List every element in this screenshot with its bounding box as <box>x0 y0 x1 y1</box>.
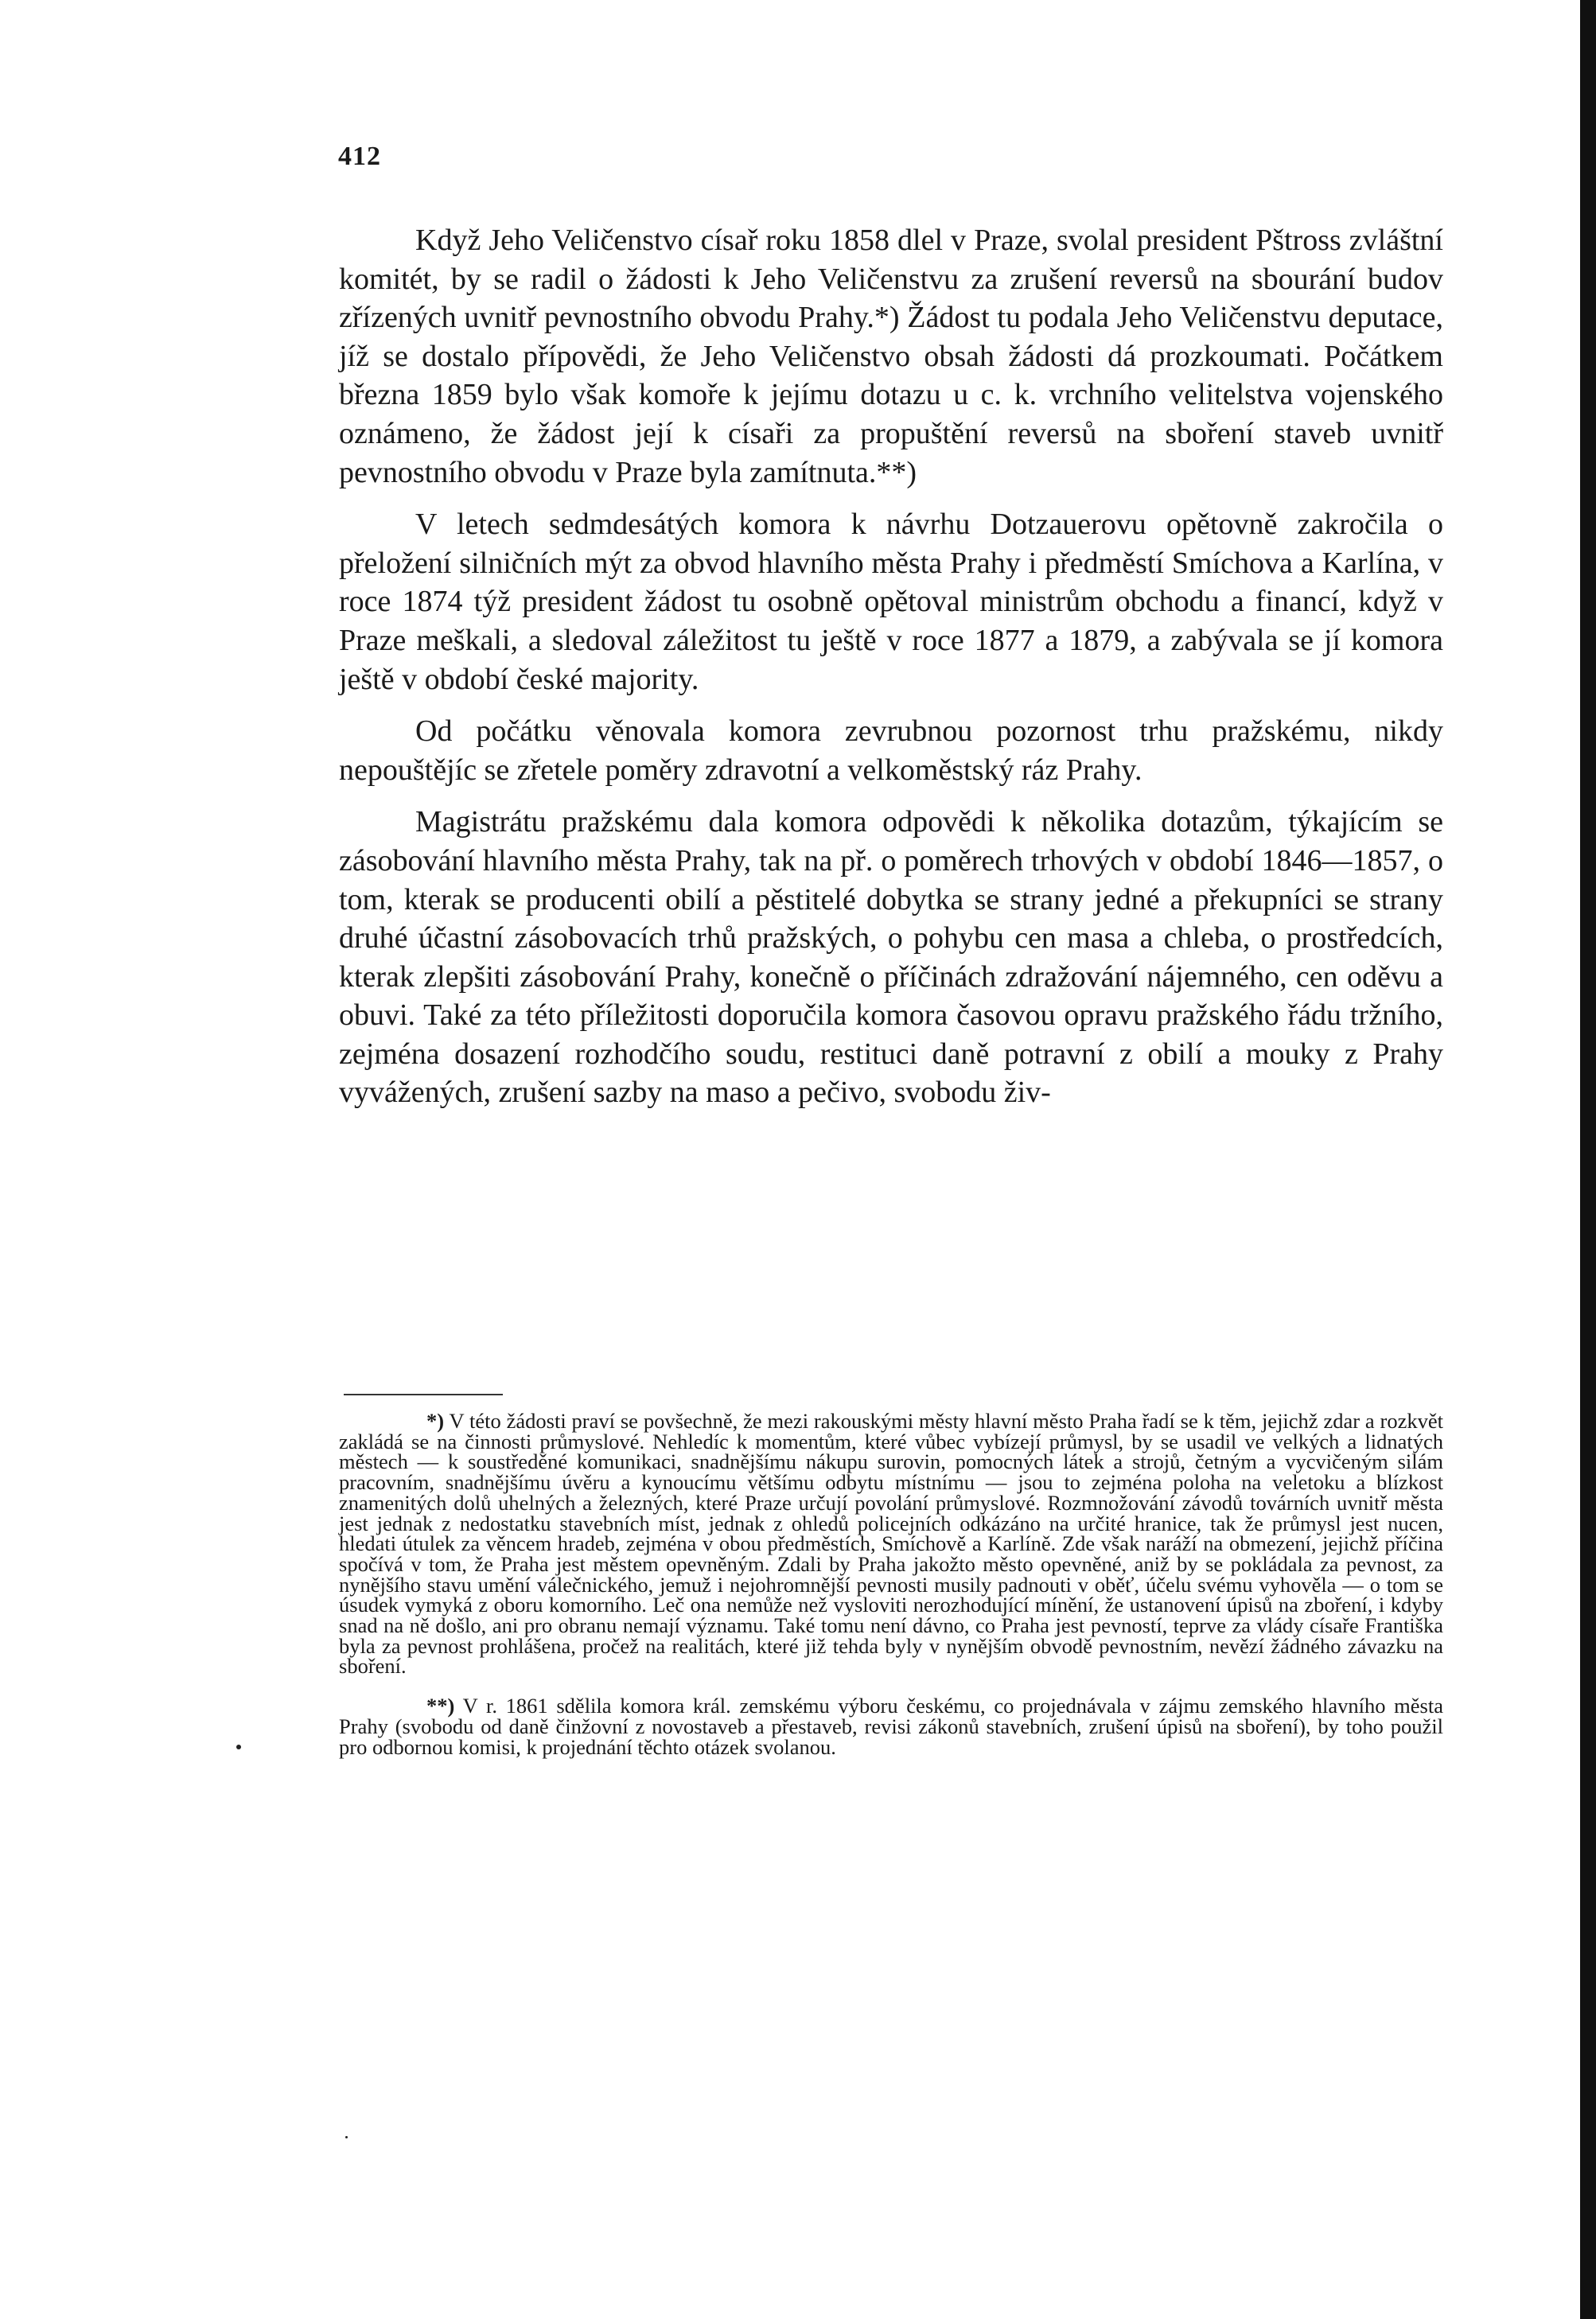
footnotes <box>339 1411 1443 1757</box>
footnote-separator <box>344 1394 503 1395</box>
scan-border <box>1580 0 1596 2319</box>
footnote-text: V této žádosti praví se povšechně, že mezi rakouskými městy hlavní město Praha řadí se k těm, jejichž zdar a rozkvět zakládá se na činnosti průmyslové. Nehledíc k momentům, které vůbec vybízejí průmysl, by se usadil ve velkých a lidnatých městech — k soustředěné komunikaci, snadnějšímu nákupu surovin, pomocných látek a strojů, četným a vycvičeným silám pracovním, snadnějšímu úvěru a kynoucímu většímu odbytu místnímu — jsou to zejména poloha na veletoku a blízkost znamenitých dolů uhelných a železných, které Praze určují povolání průmyslové. Rozmnožování závodů továrních uvnitř města jest jednak z nedostatku stavebních míst, jednak z ohledů policejních odkázáno na určité hranice, tak že průmysl jest nucen, hledati útulek za věncem hradeb, zejména v obou předměstích, Smíchově a Karlíně. Zde však naráží na obmezení, jejichž příčina spočívá v tom, že Praha jest městem opevněným. Zdali by Praha jakožto město opevněné, aniž by se pokládala za pevnost, za nynějšího stavu umění válečnického, jemuž i nejohromnější pevnosti musily padnouti v oběť, účelu svému vyhověla — o tom se úsudek vymyká z oboru komorního. Leč ona nemůže než vysloviti nerozhodující mínění, že ustanovení úpisů na zboření, i kdyby snad na ně došlo, ani pro obranu nemají významu. Také tomu není dávno, co Praha jest pevností, teprve za vlády císaře Františka byla za pevnost prohlášena, pročež na realitách, které již tehda byly v nynějším obvodě pevnostním, nevězí žádného závazku na sboření. <box>339 1409 1444 1679</box>
footnote <box>339 1411 1443 1677</box>
footnote <box>339 1696 1443 1757</box>
paragraph: Od počátku věnovala komora zevrubnou pozornost trhu pražskému, nikdy nepouštějíc se zřetele poměry zdravotní a velkoměstský ráz Prahy. <box>339 714 1443 787</box>
body-text <box>339 221 1443 1112</box>
page-number: 412 <box>338 142 381 171</box>
paragraph: Když Jeho Veličenstvo císař roku 1858 dlel v Praze, svolal president Pštross zvláštní komitét, by se radil o žádosti k Jeho Veličenstvu za zrušení reversů na sbourání budov zřízených uvnitř pevnostního obvodu Prahy.*) Žádost tu podala Jeho Veličenstvu deputace, jíž se dostalo přípovědi, že Jeho Veličenstvo obsah žádosti dá prozkoumati. Počátkem března 1859 bylo však komoře k jejímu dotazu u c. k. vrchního velitelstva vojenského oznámeno, že žádost její k císaři za propuštění reversů na sboření staveb uvnitř pevnostního obvodu v Praze byla zamítnuta.**) <box>339 224 1443 489</box>
footnote-mark: *) <box>426 1409 445 1433</box>
scan-speck <box>345 2136 348 2138</box>
scan-speck <box>236 1745 241 1749</box>
paragraph: Magistrátu pražskému dala komora odpovědi k několika dotazům, týkajícím se zásobování hlavního města Prahy, tak na př. o poměrech trhových v období 1846—1857, o tom, kterak se producenti obilí a pěstitelé dobytka se strany jedné a překupníci se strany druhé účastní zásobovacích trhů pražských, o pohybu cen masa a chleba, o prostředcích, kterak zlepšiti zásobování Prahy, konečně o příčinách zdražování nájemného, cen oděvu a obuvi. Také za této příležitosti doporučila komora časovou opravu pražského řádu tržního, zejména dosazení rozhodčího soudu, restituci daně potravní z obilí a mouky z Prahy vyvážených, zrušení sazby na maso a pečivo, svobodu živ- <box>339 805 1443 1110</box>
paragraph: V letech sedmdesátých komora k návrhu Dotzauerovu opětovně zakročila o přeložení silničních mýt za obvod hlavního města Prahy i předměstí Smíchova a Karlína, v roce 1874 týž president žádost tu osobně opětoval ministrům obchodu a financí, když v Praze meškali, a sledoval záležitost tu ještě v roce 1877 a 1879, a zabývala se jí komora ještě v období české majority. <box>339 508 1443 696</box>
footnote-text: V r. 1861 sdělila komora král. zemskému výboru českému, co projednávala v zájmu zemského hlavního města Prahy (svobodu od daně činžovní z novostaveb a přestaveb, revisi zákonů stavebních, zrušení úpisů na sboření), by toho použil pro odbornou komisi, k projednání těchto otázek svolanou. <box>339 1694 1443 1759</box>
footnote-mark: **) <box>426 1694 455 1718</box>
